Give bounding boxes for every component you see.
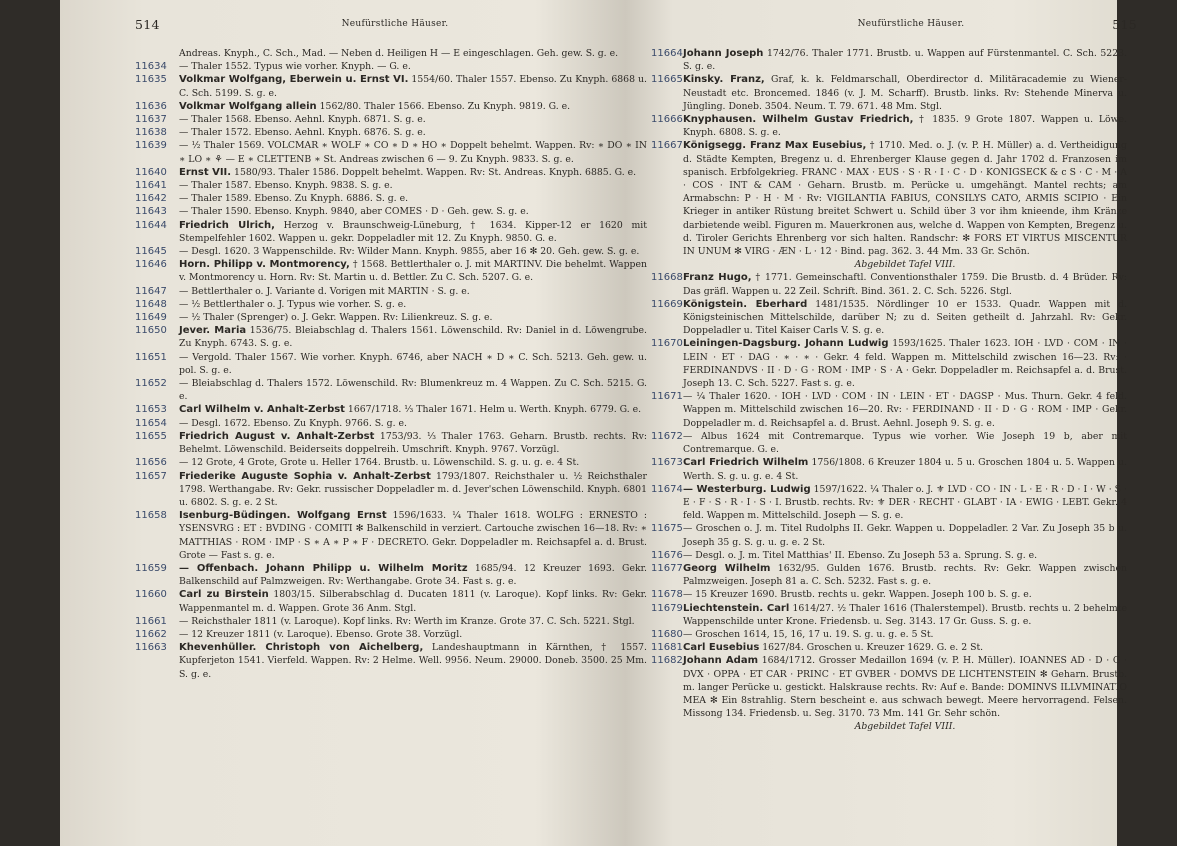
entry-description: 1753/93. ⅓ Thaler 1763. Geharn. Brustb. rechts. Rv: Behelmt. Löwenschild. Beiderseits doppelreih. Umschrift. Knyph. 9767. Vorzügl. <box>179 430 647 456</box>
entry-description: — ½ Thaler (Sprenger) o. J. Gekr. Wappen. Rv: Lilienkreuz. S. g. e. <box>179 312 493 324</box>
catalog-entry <box>135 73 655 99</box>
lot-number: 11663 <box>135 642 167 654</box>
catalog-entry <box>135 166 655 179</box>
entry-name: Franz Hugo, <box>683 272 752 284</box>
catalog-entry <box>135 456 655 469</box>
entry-name: Königsegg. Franz Max Eusebius, <box>683 140 867 152</box>
catalog-entry <box>135 219 655 245</box>
entry-description: Herzog v. Braunschweig-Lüneburg, † 1634. Kipper-12 er 1620 mit Stempelfehler 1602. Wappen u. gekr. Doppeladler mit 12. Zu Knyph. 9850. G. e. <box>179 219 647 244</box>
lot-number: 11666 <box>651 114 683 126</box>
catalog-entry <box>135 298 655 311</box>
catalog-entry <box>645 139 1177 271</box>
entry-name: Kinsky. Franz, <box>683 74 765 86</box>
lot-number: 11667 <box>651 140 683 152</box>
entry-description: — Vergold. Thaler 1567. Wie vorher. Knyph. 6746, aber NACH ∗ D ∗ C. Sch. 5213. Geh. gew. u. pol. S. g. e. <box>179 351 647 376</box>
entry-description: † 1835. 9 Grote 1807. Wappen u. Löwe. Knyph. 6808. S. g. e. <box>683 114 1127 139</box>
lot-number: 11643 <box>135 206 167 218</box>
lot-number: 11672 <box>651 430 683 442</box>
lot-number: 11641 <box>135 180 167 192</box>
lot-number: 11645 <box>135 246 167 258</box>
lot-number: 11658 <box>135 510 167 522</box>
lot-number: 11669 <box>651 298 683 310</box>
entry-description: 1742/76. Thaler 1771. Brustb. u. Wappen auf Fürstenmantel. C. Sch. 5223. S. g. e. <box>683 48 1128 73</box>
entry-description: 1593/1625. Thaler 1623. IOH · LVD · COM · IN · LEIN · ET · DAG · ∗ · ∗ · Gekr. 4 feld. Wappen m. Mittelschild zwischen 16—23. Rv: · FERDINANDVS · II · D · G · ROM · IMP · S · A · Gekr. Doppeladler m. Reichsapfel a. d. Brust. Joseph 13. C. Sch. 5227. Fast s. g. e. <box>683 338 1127 390</box>
entry-list <box>645 47 1177 734</box>
entry-description: Landeshauptmann in Kärnthen, † 1557. Kupferjeton 1541. Vierfeld. Wappen. Rv: 2 Helme. Well. 9956. Neum. 29000. Doneb. 3500. 25 Mm. S. g. e. <box>179 642 647 680</box>
catalog-entry <box>645 628 1177 641</box>
catalog-entry <box>645 73 1177 113</box>
lot-number: 11650 <box>135 325 167 337</box>
lot-number: 11679 <box>651 602 683 614</box>
entry-description: 1684/1712. Grosser Medaillon 1694 (v. P. H. Müller). IOANNES AD · D · G · DVX · OPPA · ET CAR · PRINC · ET GVBER · DOMVS DE LICHTENSTEIN ✻ Geharn. Brustb. m. langer Perücke u. gestickt. Halskrause rechts. Rv: Auf e. Bande: DOMINVS ILLVMINATIO MEA ✻ Ein 8strahlig. Stern bescheint e. aus schwach bewegt. Meere hervorragend. Felsen. Missong 134. Friedensb. u. Seg. 3170. 73 Mm. 141 Gr. Sehr schön. <box>683 655 1127 720</box>
entry-name: — Westerburg. Ludwig <box>683 483 811 495</box>
entry-name: — Offenbach. Johann Philipp u. Wilhelm Moritz <box>179 562 468 574</box>
catalog-entry <box>135 60 655 73</box>
catalog-entry <box>135 139 655 165</box>
catalog-entry <box>645 337 1177 390</box>
illustration-note: Abgebildet Tafel VIII. <box>854 721 956 733</box>
lot-number: 11676 <box>651 549 683 561</box>
catalog-entry <box>135 470 655 510</box>
entry-description: 1627/84. Groschen u. Kreuzer 1629. G. e. 2 St. <box>759 642 984 654</box>
entry-description: 1756/1808. 6 Kreuzer 1804 u. 5 u. Groschen 1804 u. 5. Wappen u. Werth. S. g. u. g. e. 4 St. <box>683 457 1127 482</box>
entry-name: Leiningen-Dagsburg. Johann Ludwig <box>683 338 889 350</box>
entry-description: — 15 Kreuzer 1690. Brustb. rechts u. gekr. Wappen. Joseph 100 b. S. g. e. <box>683 589 1032 601</box>
catalog-entry <box>645 390 1177 430</box>
catalog-entry <box>645 549 1177 562</box>
entry-description: 1597/1622. ¼ Thaler o. J. ⚜ LVD · CO · IN · L · E · R · D · I · W · S · E · F · S · R · I · S · I. Brustb. rechts. Rv: ⚜ DER · RECHT · GLABT · IA · EWIG · LEBT. Gekr. 4 feld. Wappen m. Mittelschild. Joseph — S. g. e. <box>683 483 1127 522</box>
lot-number: 11647 <box>135 285 167 297</box>
entry-description: † 1568. Bettlerthaler o. J. mit MARTINV. Die behelmt. Wappen v. Montmorency u. Horn. Rv: St. Martin u. d. Bettler. Zu C. Sch. 5207. G. e. <box>179 259 647 284</box>
book-spread <box>60 0 1137 846</box>
entry-name: Carl Wilhelm v. Anhalt-Zerbst <box>179 404 345 416</box>
catalog-entry <box>645 588 1177 601</box>
catalog-entry <box>135 430 655 456</box>
lot-number: 11634 <box>135 61 167 73</box>
entry-description: 1614/27. ½ Thaler 1616 (Thalerstempel). Brustb. rechts u. 2 behelmte Wappenschilde unter Krone. Friedensb. u. Seg. 3143. 17 Gr. Guss. S. g. e. <box>683 602 1127 627</box>
entry-description: † 1710. Med. o. J. (v. P. H. Müller) a. d. Vertheidigung d. Städte Kempten, Bregenz u. d. Ehrenberger Klause gegen d. Jahr 1702 d. Franzosen im spanisch. Erbfolgekrieg. FRANC · MAX · EUS · S · R · I · C · D · KONIGSECK & c S · C · M · A · COS · INT & CAM · Geharn. Brustb. m. Perücke u. umgehängt. Mantel rechts; am Armabschn: P · H · M · Rv: VIGILANTIA FABIUS, CONSILYS CATO, ARMIS SCIPIO · Ein Krieger in antiker Rüstung breitet Schwert u. Schild über 3 vor ihm knieende, ihm Kränze darbietende weibl. Figuren m. Mauerkronen aus, welche d. Wappen von Kempten, Bregenz u. d. Tiroler Gerichts Ehrenberg vor sich halten. Randschr: ✻ FORS ET VIRTUS MISCENTUR IN UNUM ✻ VIRG · ÆN · L · 12 · Bind. pag. 362. 3. 44 Mm. 33 Gr. Schön. <box>683 140 1127 258</box>
catalog-entry <box>135 258 655 284</box>
entry-name: Volkmar Wolfgang allein <box>179 100 317 112</box>
catalog-entry <box>645 456 1177 482</box>
entry-description: — Thaler 1590. Ebenso. Knyph. 9840, aber COMES · D · Geh. gew. S. g. e. <box>179 206 529 218</box>
catalog-entry <box>135 509 655 562</box>
entry-description: — Desgl. o. J. m. Titel Matthias' II. Ebenso. Zu Joseph 53 a. Sprung. S. g. e. <box>683 549 1038 561</box>
catalog-entry <box>135 113 655 126</box>
entry-description: 1667/1718. ⅓ Thaler 1671. Helm u. Werth. Knyph. 6779. G. e. <box>344 404 642 416</box>
catalog-entry <box>645 271 1177 297</box>
catalog-entry <box>135 192 655 205</box>
entry-description: Graf, k. k. Feldmarschall, Oberdirector d. Militäracademie zu Wiener-Neustadt etc. Broncemed. 1846 (v. J. M. Scharff). Brustb. links. Rv: Stehende Minerva u. Jüngling. Doneb. 3504. Neum. T. 79. 671. 48 Mm. Stgl. <box>683 74 1127 112</box>
entry-description: 1632/95. Gulden 1676. Brustb. rechts. Rv: Gekr. Wappen zwischen Palmzweigen. Joseph 81 a. C. Sch. 5232. Fast s. g. e. <box>683 562 1127 588</box>
lot-number: 11664 <box>651 48 683 59</box>
entry-description: 1793/1807. Reichsthaler u. ½ Reichsthaler 1798. Werthangabe. Rv: Gekr. russischer Doppeladler m. d. Jever'schen Löwenschild. Knyph. 6801 u. 6802. S. g. e. 2 St. <box>179 470 647 508</box>
continuation-text: Andreas. Knyph., C. Sch., Mad. — Neben d. Heiligen H — E eingeschlagen. Geh. gew. S. g. e. <box>179 48 619 59</box>
entry-description: — Groschen 1614, 15, 16, 17 u. 19. S. g. u. g. e. 5 St. <box>683 628 934 640</box>
entry-description: 1596/1633. ¼ Thaler 1618. WOLFG : ERNESTO : YSENSVRG : ET : BVDING · COMITI ✻ Balkenschild in verziert. Cartouche zwischen 16—18. Rv: ∗ MATTHIAS · ROM · IMP · S ∗ A ∗ P ∗ F · DECRETO. Gekr. Doppeladler m. Reichsapfel a. d. Brust. Grote — Fast s. g. e. <box>179 510 647 561</box>
entry-description: 1580/93. Thaler 1586. Doppelt behelmt. Wappen. Rv: St. Andreas. Knyph. 6885. G. e. <box>231 166 637 178</box>
lot-number: 11635 <box>135 74 167 86</box>
lot-number: 11682 <box>651 655 683 667</box>
entry-description: 1554/60. Thaler 1557. Ebenso. Zu Knyph. 6868 u. C. Sch. 5199. S. g. e. <box>179 74 647 99</box>
entry-name: Khevenhüller. Christoph von Aichelberg, <box>179 642 424 654</box>
entry-description: — ½ Thaler 1569. VOLCMAR ∗ WOLF ∗ CO ∗ D ∗ HO ∗ Doppelt behelmt. Wappen. Rv: ∗ DO ∗ IN ∗ LO ∗ ⚘ — E ∗ CLETTENB ∗ St. Andreas zwischen 6 — 9. Zu Knyph. 9833. S. g. e. <box>179 140 647 165</box>
lot-number: 11651 <box>135 351 167 363</box>
catalog-entry <box>135 588 655 614</box>
catalog-entry <box>135 628 655 641</box>
entry-name: Carl Eusebius <box>683 642 760 654</box>
entry-name: Carl Friedrich Wilhelm <box>683 457 809 469</box>
entry-name: Ernst VII. <box>179 166 232 178</box>
lot-number: 11660 <box>135 589 167 601</box>
entry-name: Friedrich August v. Anhalt-Zerbst <box>179 430 375 442</box>
entry-description: 1536/75. Bleiabschlag d. Thalers 1561. Löwenschild. Rv: Daniel in d. Löwengrube. Zu Knyph. 6743. S. g. e. <box>179 325 647 350</box>
lot-number: 11670 <box>651 338 683 350</box>
page-header <box>135 0 655 34</box>
entry-description: — Desgl. 1672. Ebenso. Zu Knyph. 9766. S. g. e. <box>179 417 408 429</box>
lot-number: 11648 <box>135 298 167 310</box>
entry-description: — ¼ Thaler 1620. · IOH · LVD · COM · IN · LEIN · ET · DAGSP · Mus. Thurn. Gekr. 4 feld. Wappen m. Mittelschild zwischen 16—20. Rv: · FERDINAND · II · D · G · ROM · IMP · Gekr. Doppeladler m. d. Reichsapfel a. d. Brust. Aehnl. Joseph 9. S. g. e. <box>683 391 1127 429</box>
entry-description: — Groschen o. J. m. Titel Rudolphs II. Gekr. Wappen u. Doppeladler. 2 Var. Zu Joseph 35 b u. Joseph 35 g. S. g. u. g. e. 2 St. <box>683 523 1127 548</box>
lot-number: 11665 <box>651 74 683 86</box>
entry-name: Volkmar Wolfgang, Eberwein u. Ernst VI. <box>179 74 409 86</box>
lot-number: 11654 <box>135 417 167 429</box>
catalog-entry <box>645 641 1177 654</box>
catalog-entry <box>135 377 655 403</box>
catalog-entry <box>645 654 1177 733</box>
entry-description: 1685/94. 12 Kreuzer 1693. Gekr. Balkenschild auf Palmzweigen. Rv: Werthangabe. Grote 34. Fast s. g. e. <box>179 562 647 588</box>
catalog-entry <box>645 483 1177 523</box>
entry-name: Liechtenstein. Carl <box>683 602 790 614</box>
catalog-entry <box>645 47 1177 73</box>
catalog-entry <box>645 298 1177 338</box>
lot-number: 11646 <box>135 259 167 271</box>
entry-name: Johann Adam <box>683 655 758 667</box>
entry-description: — Bleiabschlag d. Thalers 1572. Löwenschild. Rv: Blumenkreuz m. 4 Wappen. Zu C. Sch. 5215. G. e. <box>179 378 647 403</box>
lot-number: 11674 <box>651 483 683 495</box>
lot-number: 11640 <box>135 166 167 178</box>
entry-name: Friederike Auguste Sophia v. Anhalt-Zerbst <box>179 470 431 482</box>
lot-number: 11652 <box>135 378 167 390</box>
lot-number: 11642 <box>135 193 167 205</box>
catalog-entry <box>135 285 655 298</box>
lot-number: 11636 <box>135 100 167 112</box>
lot-number: 11681 <box>651 642 683 654</box>
lot-number: 11637 <box>135 114 167 126</box>
running-title: Neufürstliche Häuser. <box>341 19 449 29</box>
entry-description: — Thaler 1552. Typus wie vorher. Knyph. — G. e. <box>179 61 411 73</box>
entry-name: Friedrich Ulrich, <box>179 219 275 231</box>
entry-description: 1562/80. Thaler 1566. Ebenso. Zu Knyph. 9819. G. e. <box>316 100 571 112</box>
catalog-entry <box>135 324 655 350</box>
lot-number: 11677 <box>651 562 683 574</box>
page-number: 515 <box>1112 17 1137 32</box>
catalog-entry <box>135 205 655 218</box>
lot-number: 11644 <box>135 219 167 231</box>
page-header <box>645 0 1177 34</box>
entry-name: Isenburg-Büdingen. Wolfgang Ernst <box>179 510 387 522</box>
lot-number: 11657 <box>135 470 167 482</box>
right-page <box>645 0 1177 846</box>
left-page <box>135 0 655 846</box>
catalog-entry <box>645 562 1177 588</box>
catalog-entry <box>135 126 655 139</box>
entry-description: — Reichsthaler 1811 (v. Laroque). Kopf links. Rv: Werth im Kranze. Grote 37. C. Sch. 5221. Stgl. <box>179 615 635 627</box>
lot-number: 11680 <box>651 628 683 640</box>
lot-number: 11659 <box>135 562 167 574</box>
lot-number: 11678 <box>651 589 683 601</box>
catalog-entry <box>135 417 655 430</box>
entry-description: — Thaler 1568. Ebenso. Aehnl. Knyph. 6871. S. g. e. <box>179 114 426 126</box>
entry-list <box>135 47 655 681</box>
catalog-entry <box>135 641 655 681</box>
entry-description: — Albus 1624 mit Contremarque. Typus wie vorher. Wie Joseph 19 b, aber mit Contremarque. G. e. <box>683 430 1127 456</box>
catalog-entry <box>135 100 655 113</box>
lot-number: 11668 <box>651 272 683 284</box>
lot-number: 11673 <box>651 457 683 469</box>
running-title: Neufürstliche Häuser. <box>857 19 965 29</box>
lot-number: 11656 <box>135 457 167 469</box>
entry-description: — Thaler 1587. Ebenso. Knyph. 9838. S. g. e. <box>179 180 393 192</box>
lot-number: 11638 <box>135 127 167 139</box>
entry-description: — Desgl. 1620. 3 Wappenschilde. Rv: Wilder Mann. Knyph. 9855, aber 16 ✻ 20. Geh. gew. S. g. e. <box>179 246 640 258</box>
page-number: 514 <box>135 17 160 32</box>
entry-description: — ½ Bettlerthaler o. J. Typus wie vorher. S. g. e. <box>179 298 407 310</box>
catalog-entry <box>135 562 655 588</box>
lot-number: 11671 <box>651 391 683 403</box>
entry-description: † 1771. Gemeinschaftl. Conventionsthaler 1759. Die Brustb. d. 4 Brüder. Rv: Das gräfl. Wappen u. 22 Zeil. Schrift. Bind. 361. 2. C. Sch. 5226. Stgl. <box>683 272 1127 297</box>
catalog-entry <box>135 615 655 628</box>
entry-description: 1803/15. Silberabschlag d. Ducaten 1811 (v. Laroque). Kopf links. Rv: Gekr. Wappenmantel m. d. Wappen. Grote 36 Anm. Stgl. <box>179 589 647 614</box>
lot-number: 11653 <box>135 404 167 416</box>
entry-description: — Bettlerthaler o. J. Variante d. Vorigen mit MARTIN · S. g. e. <box>179 285 470 297</box>
lot-number: 11649 <box>135 312 167 324</box>
entry-description: 1481/1535. Nördlinger 10 er 1533. Quadr. Wappen mit d. Königsteinischen Mittelschilde, darüber N; zu d. Seiten getheilt d. Jahrzahl. Rv: Gekr. Doppeladler u. Titel Kaiser Carls V. S. g. e. <box>683 298 1128 337</box>
entry-description: — 12 Kreuzer 1811 (v. Laroque). Ebenso. Grote 38. Vorzügl. <box>179 628 463 640</box>
illustration-note: Abgebildet Tafel VIII. <box>854 259 956 271</box>
catalog-entry <box>135 179 655 192</box>
catalog-entry <box>645 113 1177 139</box>
lot-number: 11639 <box>135 140 167 152</box>
catalog-entry <box>645 430 1177 456</box>
catalog-entry <box>135 403 655 416</box>
entry-name: Jever. Maria <box>179 325 247 337</box>
entry-name: Horn. Philipp v. Montmorency, <box>179 259 350 271</box>
lot-number: 11661 <box>135 615 167 627</box>
lot-number: 11655 <box>135 430 167 442</box>
entry-name: Johann Joseph <box>683 48 764 59</box>
lot-number: 11675 <box>651 523 683 535</box>
catalog-entry <box>645 602 1177 628</box>
catalog-entry <box>135 311 655 324</box>
entry-description: — Thaler 1589. Ebenso. Zu Knyph. 6886. S. g. e. <box>179 193 409 205</box>
catalog-entry <box>135 351 655 377</box>
lot-number: 11662 <box>135 628 167 640</box>
entry-name: Carl zu Birstein <box>179 589 269 601</box>
entry-name: Knyphausen. Wilhelm Gustav Friedrich, <box>683 114 914 126</box>
catalog-entry <box>645 522 1177 548</box>
entry-description: — Thaler 1572. Ebenso. Aehnl. Knyph. 6876. S. g. e. <box>179 127 426 139</box>
entry-description: — 12 Grote, 4 Grote, Grote u. Heller 1764. Brustb. u. Löwenschild. S. g. u. g. e. 4 St. <box>179 457 580 469</box>
entry-name: Georg Wilhelm <box>683 562 771 574</box>
entry-name: Königstein. Eberhard <box>683 298 808 310</box>
catalog-entry <box>135 245 655 258</box>
